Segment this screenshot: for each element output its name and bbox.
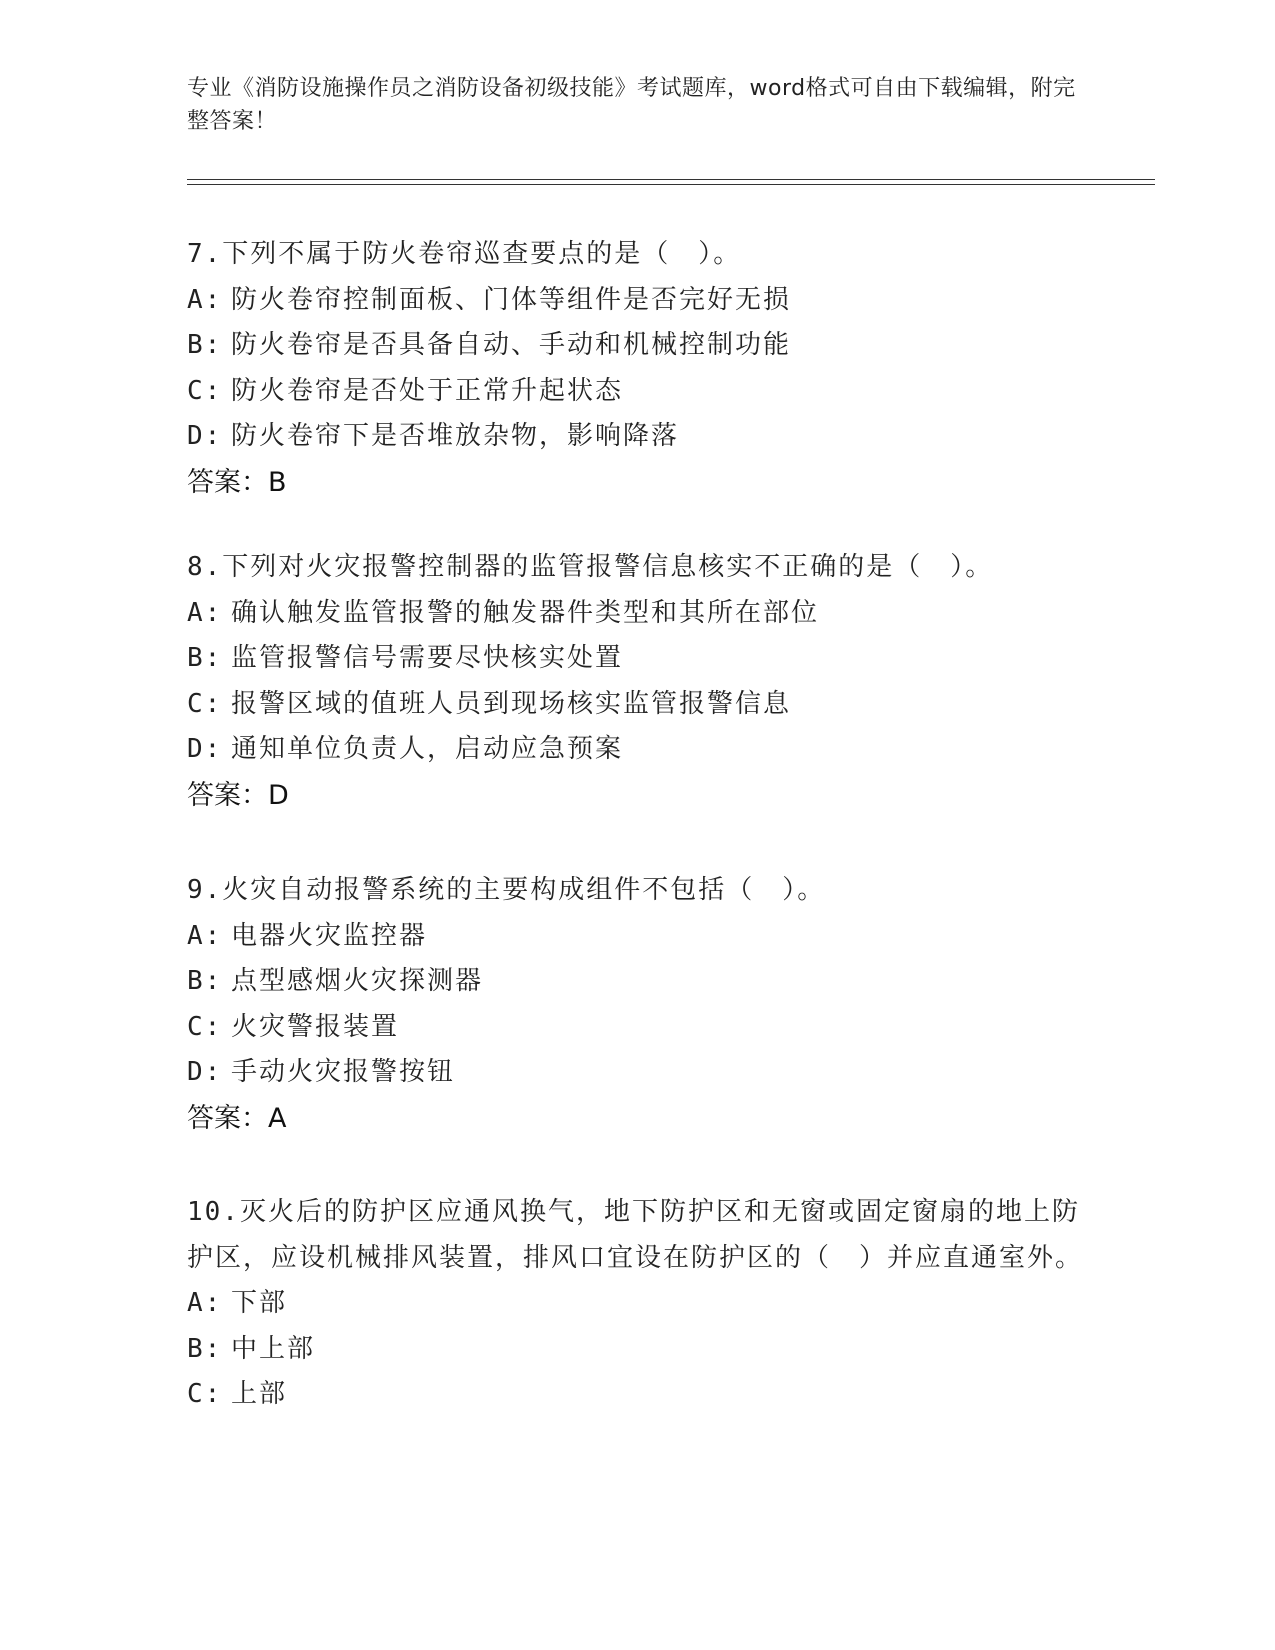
option-text: 电器火灾监控器	[231, 920, 428, 951]
option-b	[187, 959, 1087, 1005]
option-text: 确认触发监管报警的触发器件类型和其所在部位	[231, 597, 820, 628]
option-text: 通知单位负责人，启动应急预案	[231, 734, 624, 764]
option-letter: C:	[187, 688, 223, 719]
option-a	[187, 591, 1087, 637]
header-rule-top	[187, 179, 1155, 180]
option-text: 下部	[231, 1288, 288, 1318]
option-letter: A:	[187, 1288, 223, 1318]
option-letter: D:	[187, 421, 223, 451]
option-text: 监管报警信号需要尽快核实处置	[231, 643, 624, 673]
option-letter: C:	[187, 1379, 223, 1409]
option-letter: A:	[187, 597, 223, 628]
option-letter: B:	[187, 1333, 223, 1364]
document-header	[187, 72, 1087, 138]
question-stem: 7.下列不属于防火卷帘巡查要点的是（ ）。	[187, 239, 742, 269]
option-text: 手动火灾报警按钮	[231, 1057, 456, 1087]
question-10	[187, 1190, 1087, 1418]
option-text: 上部	[231, 1379, 288, 1409]
option-letter: D:	[187, 734, 223, 764]
option-letter: B:	[187, 330, 223, 360]
option-d	[187, 414, 1087, 460]
question-stem: 9.火灾自动报警系统的主要构成组件不包括（ ）。	[187, 875, 826, 905]
option-text: 防火卷帘控制面板、门体等组件是否完好无损	[231, 284, 792, 315]
option-letter: C:	[187, 375, 223, 406]
question-stem: 10.灭火后的防护区应通风换气，地下防护区和无窗或固定窗扇的地上防护区，应设机械排风装置，排风口宜设在防护区的（ ）并应直通室外。	[187, 1197, 1084, 1273]
option-a	[187, 914, 1087, 960]
option-c	[187, 1372, 1087, 1418]
option-text: 点型感烟火灾探测器	[231, 966, 484, 996]
option-letter: A:	[187, 920, 223, 951]
question-9	[187, 868, 1087, 1141]
option-c	[187, 369, 1087, 415]
option-text: 中上部	[231, 1333, 316, 1364]
option-letter: B:	[187, 643, 223, 673]
option-text: 防火卷帘下是否堆放杂物，影响降落	[231, 421, 680, 451]
option-letter: C:	[187, 1011, 223, 1042]
option-letter: A:	[187, 284, 223, 315]
option-c	[187, 1005, 1087, 1051]
answer-label: 答案：A	[187, 1102, 287, 1134]
option-b	[187, 323, 1087, 369]
answer-label: 答案：D	[187, 779, 289, 811]
answer-label: 答案：B	[187, 466, 287, 498]
option-b	[187, 636, 1087, 682]
header-rule-bottom	[187, 184, 1155, 185]
header-text: 专业《消防设施操作员之消防设备初级技能》考试题库，word格式可自由下载编辑，附完整答案！	[187, 76, 1076, 134]
question-7	[187, 232, 1087, 505]
option-c	[187, 682, 1087, 728]
option-letter: B:	[187, 966, 223, 996]
option-d	[187, 727, 1087, 773]
option-letter: D:	[187, 1057, 223, 1087]
option-text: 火灾警报装置	[231, 1011, 400, 1042]
option-d	[187, 1050, 1087, 1096]
question-stem: 8.下列对火灾报警控制器的监管报警信息核实不正确的是（ ）。	[187, 552, 994, 582]
option-a	[187, 278, 1087, 324]
option-text: 报警区域的值班人员到现场核实监管报警信息	[231, 688, 792, 719]
option-text: 防火卷帘是否处于正常升起状态	[231, 375, 624, 406]
option-text: 防火卷帘是否具备自动、手动和机械控制功能	[231, 330, 792, 360]
option-b	[187, 1327, 1087, 1373]
question-8	[187, 545, 1087, 818]
option-a	[187, 1281, 1087, 1327]
